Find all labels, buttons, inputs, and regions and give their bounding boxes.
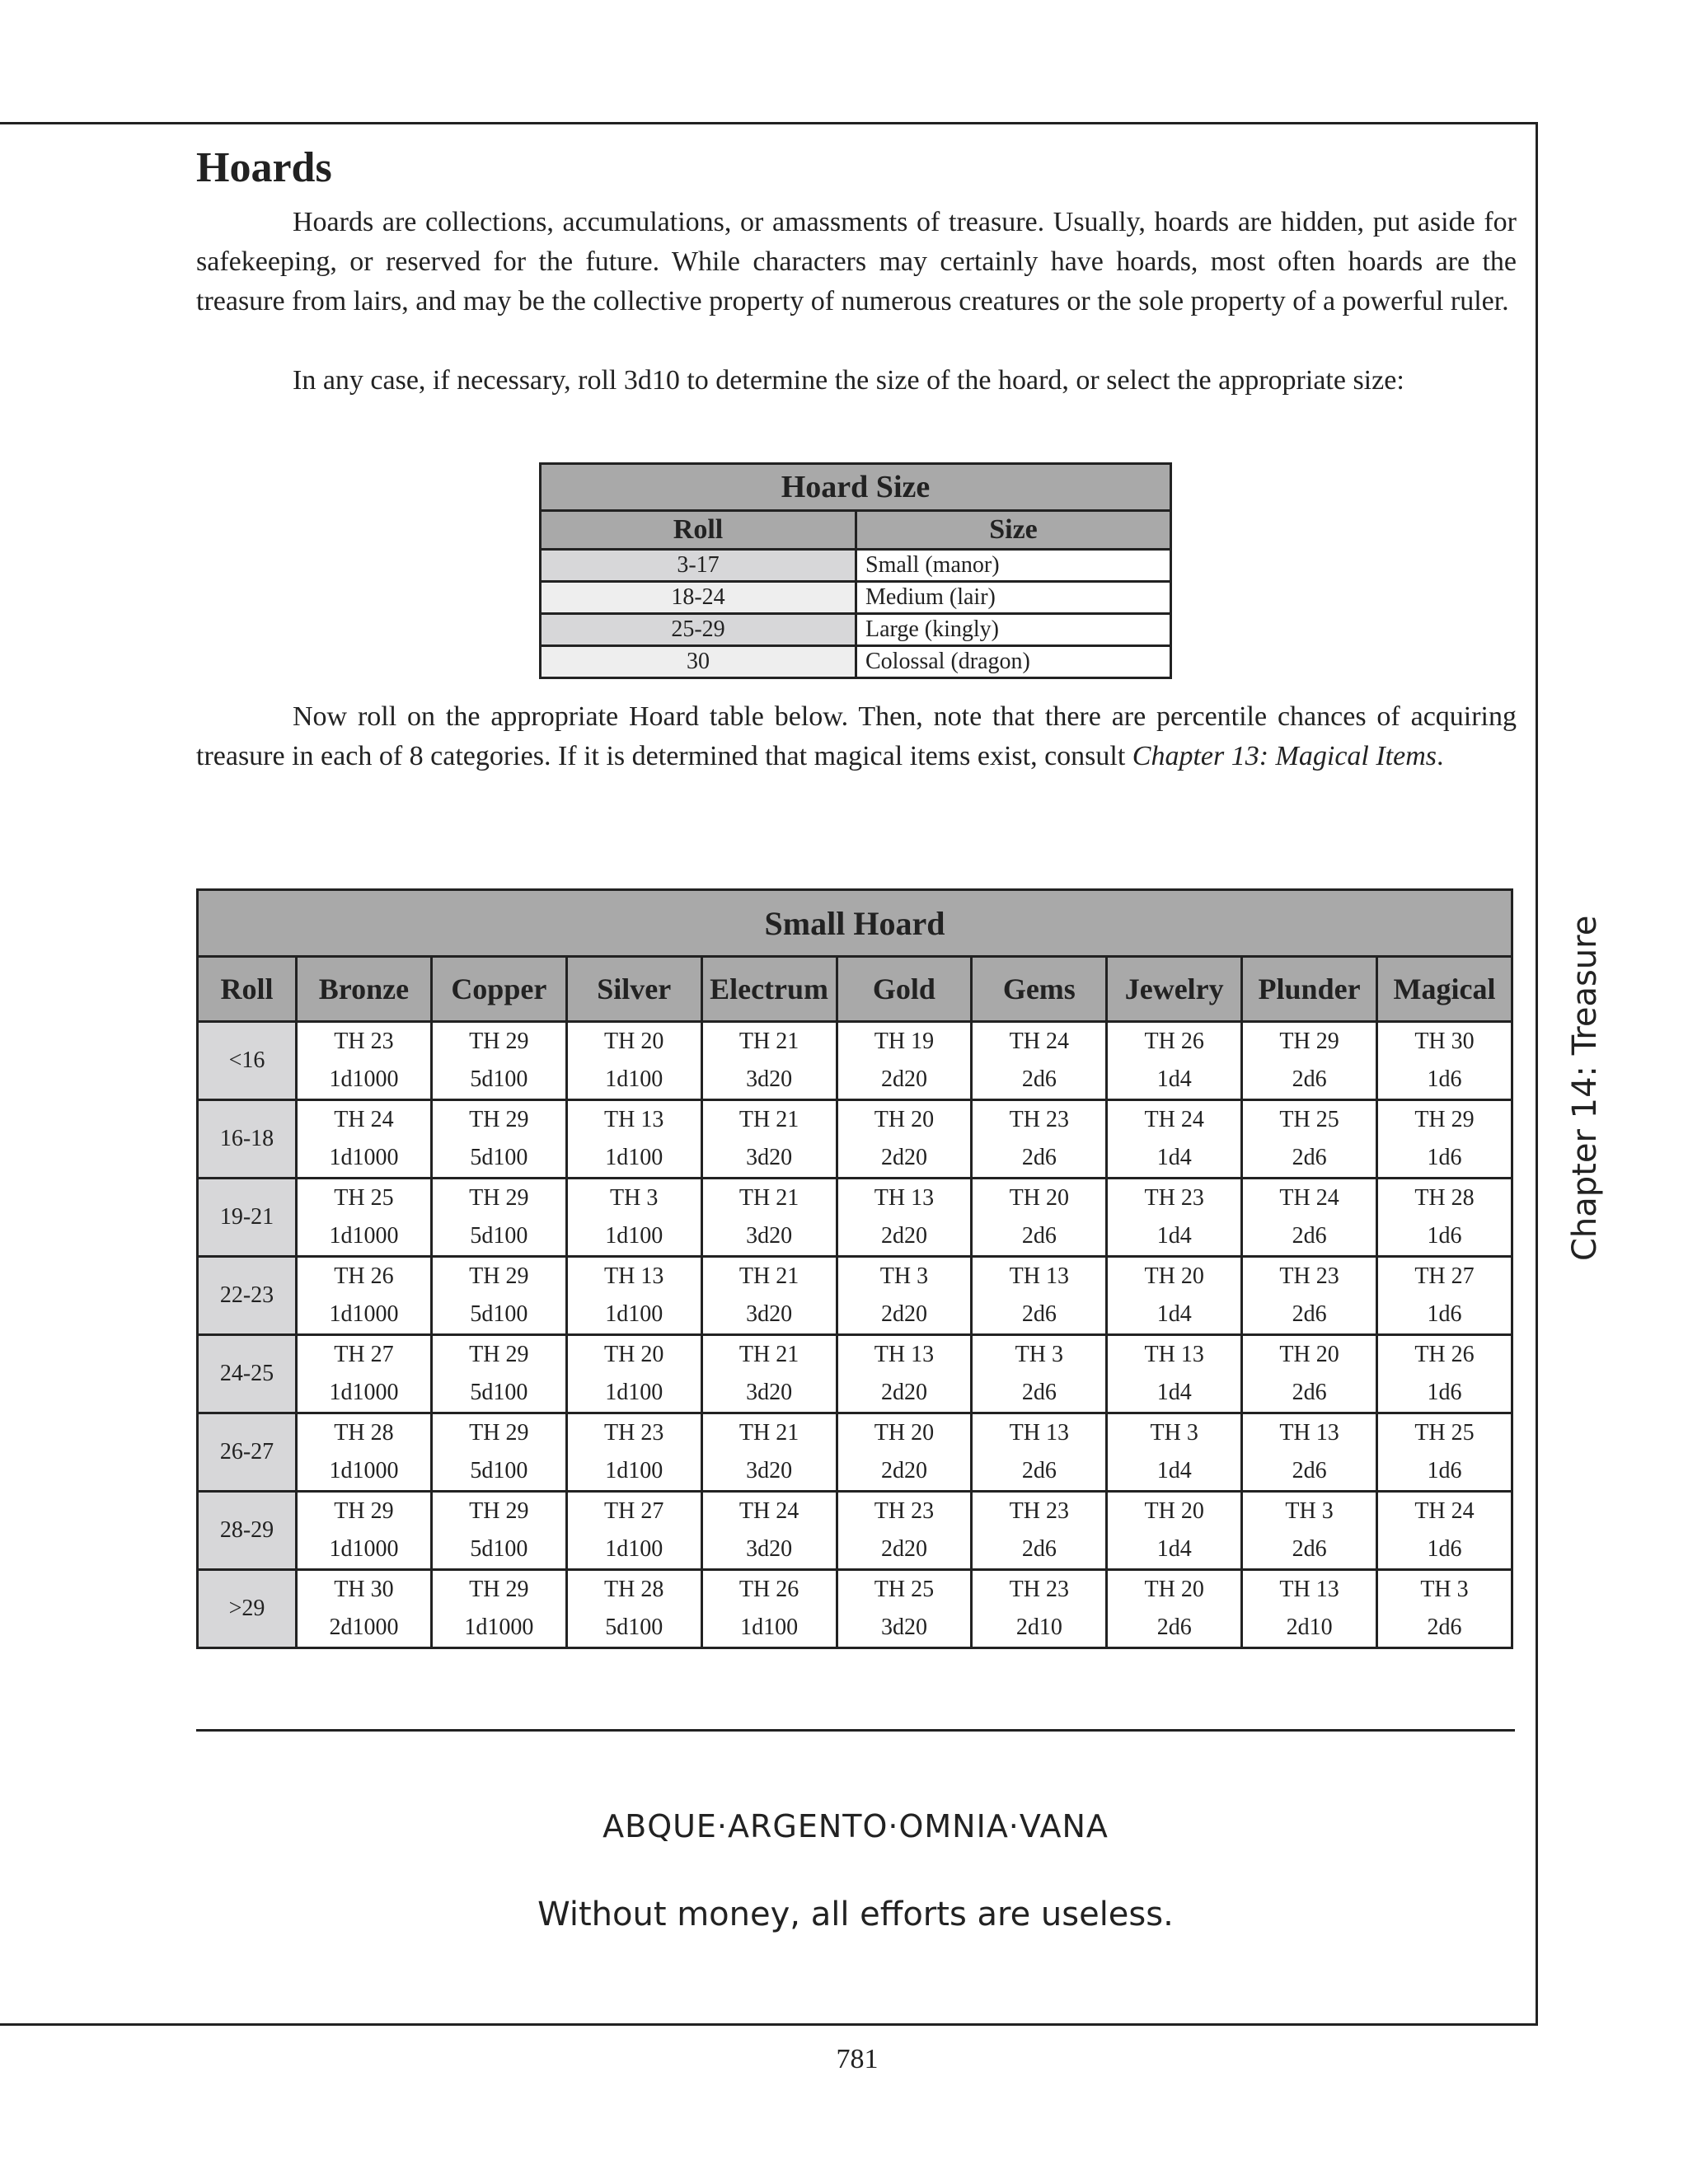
- treasure-cell: [701, 1257, 837, 1335]
- small-hoard-body: [198, 1022, 1512, 1648]
- chance-value: TH 20: [1144, 1498, 1204, 1524]
- hoard-header-plunder: Plunder: [1242, 957, 1377, 1022]
- table-row: [198, 1413, 1512, 1492]
- hoard-size-table: [539, 462, 1172, 679]
- chance-value: TH 21: [738, 1420, 799, 1446]
- dice-value: 2d1000: [329, 1615, 399, 1640]
- chance-value: TH 27: [1414, 1263, 1475, 1289]
- dice-value: 2d6: [1292, 1536, 1327, 1562]
- chance-value: TH 24: [1009, 1029, 1069, 1054]
- dice-value: 3d20: [746, 1223, 793, 1249]
- treasure-cell: [972, 1335, 1107, 1413]
- chance-value: TH 3: [610, 1185, 659, 1211]
- chance-value: TH 23: [1279, 1263, 1339, 1289]
- roll-paragraph-text: In any case, if necessary, roll 3d10 to determine the size of the hoard, or select the appropriate size:: [293, 365, 1404, 396]
- treasure-cell: [1377, 1100, 1512, 1179]
- chance-value: TH 13: [1279, 1577, 1339, 1602]
- roll-cell: 24-25: [198, 1335, 297, 1413]
- dice-value: 5d100: [470, 1536, 528, 1562]
- chance-value: TH 21: [738, 1107, 799, 1132]
- chance-value: TH 21: [738, 1342, 799, 1367]
- dice-value: 1d6: [1427, 1536, 1462, 1562]
- treasure-cell: [431, 1492, 566, 1570]
- hoard-size-header-size: Size: [856, 511, 1171, 550]
- treasure-cell: [837, 1570, 972, 1648]
- chance-value: TH 13: [1009, 1263, 1069, 1289]
- dice-value: 2d20: [880, 1458, 927, 1483]
- dice-value: 3d20: [880, 1615, 927, 1640]
- treasure-cell: [297, 1179, 432, 1257]
- chance-value: TH 20: [874, 1107, 935, 1132]
- chance-value: TH 23: [604, 1420, 664, 1446]
- divider-rule: [196, 1729, 1515, 1732]
- page-number: 781: [836, 2044, 879, 2074]
- dice-value: 5d100: [470, 1458, 528, 1483]
- chance-value: TH 26: [1144, 1029, 1204, 1054]
- chapter-side-label-text: Chapter 14: Treasure: [1566, 915, 1604, 1261]
- treasure-cell: [1107, 1492, 1242, 1570]
- dice-value: 2d20: [880, 1066, 927, 1092]
- treasure-cell: [1242, 1492, 1377, 1570]
- intro-paragraph: [196, 203, 1517, 321]
- treasure-cell: [701, 1570, 837, 1648]
- dice-value: 2d10: [1286, 1615, 1333, 1640]
- dice-value: 2d6: [1021, 1145, 1057, 1170]
- treasure-cell: [1107, 1335, 1242, 1413]
- size-cell: Colossal (dragon): [856, 646, 1171, 678]
- chance-value: TH 20: [1144, 1577, 1204, 1602]
- treasure-cell: [1107, 1100, 1242, 1179]
- treasure-cell: [431, 1179, 566, 1257]
- treasure-cell: [1107, 1413, 1242, 1492]
- dice-value: 2d20: [880, 1145, 927, 1170]
- dice-value: 1d100: [605, 1066, 663, 1092]
- dice-value: 2d6: [1021, 1536, 1057, 1562]
- chance-value: TH 13: [874, 1185, 935, 1211]
- treasure-cell: [431, 1413, 566, 1492]
- dice-value: 3d20: [746, 1536, 793, 1562]
- roll-cell: 28-29: [198, 1492, 297, 1570]
- dice-value: 1d100: [605, 1380, 663, 1405]
- chance-value: TH 20: [1144, 1263, 1204, 1289]
- hoard-header-gems: Gems: [972, 957, 1107, 1022]
- dice-value: 3d20: [746, 1380, 793, 1405]
- dice-value: 1d1000: [329, 1380, 399, 1405]
- treasure-cell: [1377, 1413, 1512, 1492]
- chance-value: TH 21: [738, 1185, 799, 1211]
- treasure-cell: [297, 1335, 432, 1413]
- treasure-cell: [297, 1100, 432, 1179]
- chance-value: TH 23: [1009, 1107, 1069, 1132]
- size-cell: Medium (lair): [856, 582, 1171, 614]
- chance-value: TH 20: [1279, 1342, 1339, 1367]
- table-row: [198, 1100, 1512, 1179]
- dice-value: 1d1000: [329, 1066, 399, 1092]
- dice-value: 1d4: [1156, 1301, 1192, 1327]
- treasure-cell: [837, 1413, 972, 1492]
- chance-value: TH 20: [604, 1342, 664, 1367]
- dice-value: 1d4: [1156, 1380, 1192, 1405]
- chance-value: TH 29: [334, 1498, 394, 1524]
- table-row: [198, 1335, 1512, 1413]
- dice-value: 1d6: [1427, 1145, 1462, 1170]
- dice-value: 1d1000: [329, 1145, 399, 1170]
- treasure-cell: [566, 1570, 701, 1648]
- dice-value: 5d100: [470, 1066, 528, 1092]
- dice-value: 5d100: [470, 1223, 528, 1249]
- treasure-cell: [1242, 1335, 1377, 1413]
- dice-value: 2d6: [1292, 1145, 1327, 1170]
- chance-value: TH 20: [874, 1420, 935, 1446]
- chance-value: TH 26: [334, 1263, 394, 1289]
- chance-value: TH 24: [1144, 1107, 1204, 1132]
- hoard-size-title: Hoard Size: [541, 464, 1171, 511]
- dice-value: 1d100: [605, 1223, 663, 1249]
- chance-value: TH 25: [1279, 1107, 1339, 1132]
- table-row: [198, 1492, 1512, 1570]
- treasure-cell: [566, 1179, 701, 1257]
- chance-value: TH 29: [469, 1498, 529, 1524]
- treasure-cell: [431, 1335, 566, 1413]
- roll-cell: 19-21: [198, 1179, 297, 1257]
- dice-value: 5d100: [470, 1301, 528, 1327]
- dice-value: 3d20: [746, 1066, 793, 1092]
- dice-value: 1d1000: [329, 1536, 399, 1562]
- chance-value: TH 25: [874, 1577, 935, 1602]
- chance-value: TH 29: [1414, 1107, 1475, 1132]
- treasure-cell: [972, 1100, 1107, 1179]
- chance-value: TH 13: [604, 1263, 664, 1289]
- treasure-cell: [566, 1413, 701, 1492]
- dice-value: 2d6: [1021, 1066, 1057, 1092]
- chance-value: TH 24: [334, 1107, 394, 1132]
- treasure-cell: [297, 1570, 432, 1648]
- chance-value: TH 30: [334, 1577, 394, 1602]
- hoard-header-magical: Magical: [1377, 957, 1512, 1022]
- dice-value: 1d6: [1427, 1458, 1462, 1483]
- chance-value: TH 24: [1279, 1185, 1339, 1211]
- chance-value: TH 13: [874, 1342, 935, 1367]
- chance-value: TH 3: [1150, 1420, 1198, 1446]
- chance-value: TH 23: [874, 1498, 935, 1524]
- treasure-cell: [1377, 1257, 1512, 1335]
- roll-cell: 3-17: [541, 550, 856, 582]
- dice-value: 1d6: [1427, 1301, 1462, 1327]
- treasure-cell: [431, 1257, 566, 1335]
- hoard-table-paragraph-text: Now roll on the appropriate Hoard table below. Then, note that there are percentile chances of acquiring treasure in each of 8 categories. If it is determined that magical items exist, consult: [196, 701, 1517, 771]
- treasure-cell: [566, 1335, 701, 1413]
- dice-value: 5d100: [470, 1145, 528, 1170]
- treasure-cell: [431, 1100, 566, 1179]
- dice-value: 2d6: [1292, 1380, 1327, 1405]
- hoard-size-header-roll: Roll: [541, 511, 856, 550]
- dice-value: 3d20: [746, 1458, 793, 1483]
- section-heading: Hoards: [196, 144, 332, 191]
- size-cell: Small (manor): [856, 550, 1171, 582]
- chance-value: TH 3: [1420, 1577, 1469, 1602]
- chance-value: TH 27: [334, 1342, 394, 1367]
- treasure-cell: [972, 1257, 1107, 1335]
- chance-value: TH 25: [334, 1185, 394, 1211]
- table-row: [198, 1022, 1512, 1100]
- table-row: [541, 646, 1171, 678]
- table-row: [541, 582, 1171, 614]
- treasure-cell: [972, 1570, 1107, 1648]
- chance-value: TH 29: [469, 1577, 529, 1602]
- chance-value: TH 23: [1144, 1185, 1204, 1211]
- treasure-cell: [701, 1335, 837, 1413]
- dice-value: 2d20: [880, 1536, 927, 1562]
- chance-value: TH 13: [604, 1107, 664, 1132]
- chance-value: TH 24: [738, 1498, 799, 1524]
- treasure-cell: [297, 1492, 432, 1570]
- treasure-cell: [1107, 1179, 1242, 1257]
- dice-value: 1d100: [740, 1615, 799, 1640]
- dice-value: 2d6: [1427, 1615, 1462, 1640]
- table-row: [198, 1179, 1512, 1257]
- dice-value: 1d100: [605, 1145, 663, 1170]
- small-hoard-table: [196, 888, 1513, 1649]
- hoard-header-electrum: Electrum: [701, 957, 837, 1022]
- treasure-cell: [837, 1257, 972, 1335]
- dice-value: 2d6: [1156, 1615, 1192, 1640]
- small-hoard-header-row: [198, 957, 1512, 1022]
- treasure-cell: [1107, 1257, 1242, 1335]
- treasure-cell: [1242, 1179, 1377, 1257]
- chance-value: TH 26: [738, 1577, 799, 1602]
- chance-value: TH 29: [469, 1029, 529, 1054]
- treasure-cell: [1377, 1492, 1512, 1570]
- chance-value: TH 23: [1009, 1498, 1069, 1524]
- chance-value: TH 26: [1414, 1342, 1475, 1367]
- chance-value: TH 20: [604, 1029, 664, 1054]
- roll-cell: 26-27: [198, 1413, 297, 1492]
- motto-translation: Without money, all efforts are useless.: [537, 1896, 1174, 1933]
- treasure-cell: [1377, 1022, 1512, 1100]
- size-cell: Large (kingly): [856, 614, 1171, 646]
- treasure-cell: [1377, 1570, 1512, 1648]
- chance-value: TH 28: [604, 1577, 664, 1602]
- roll-cell: 16-18: [198, 1100, 297, 1179]
- treasure-cell: [837, 1022, 972, 1100]
- hoard-header-bronze: Bronze: [297, 957, 432, 1022]
- dice-value: 1d6: [1427, 1223, 1462, 1249]
- roll-cell: 25-29: [541, 614, 856, 646]
- dice-value: 1d4: [1156, 1536, 1192, 1562]
- treasure-cell: [701, 1100, 837, 1179]
- chapter-reference: Chapter 13: Magical Items: [1132, 741, 1437, 771]
- roll-cell: >29: [198, 1570, 297, 1648]
- treasure-cell: [972, 1022, 1107, 1100]
- dice-value: 2d6: [1021, 1223, 1057, 1249]
- dice-value: 1d100: [605, 1301, 663, 1327]
- treasure-cell: [566, 1100, 701, 1179]
- treasure-cell: [837, 1100, 972, 1179]
- chance-value: TH 21: [738, 1029, 799, 1054]
- dice-value: 1d100: [605, 1458, 663, 1483]
- treasure-cell: [701, 1492, 837, 1570]
- treasure-cell: [297, 1022, 432, 1100]
- treasure-cell: [1242, 1570, 1377, 1648]
- chance-value: TH 28: [334, 1420, 394, 1446]
- hoard-table-paragraph: [196, 697, 1517, 776]
- dice-value: 1d6: [1427, 1066, 1462, 1092]
- treasure-cell: [972, 1413, 1107, 1492]
- dice-value: 5d100: [470, 1380, 528, 1405]
- dice-value: 1d4: [1156, 1458, 1192, 1483]
- chance-value: TH 21: [738, 1263, 799, 1289]
- hoard-header-jewelry: Jewelry: [1107, 957, 1242, 1022]
- dice-value: 3d20: [746, 1301, 793, 1327]
- treasure-cell: [566, 1492, 701, 1570]
- table-row: [541, 614, 1171, 646]
- roll-cell: 30: [541, 646, 856, 678]
- dice-value: 2d20: [880, 1223, 927, 1249]
- treasure-cell: [297, 1257, 432, 1335]
- chance-value: TH 28: [1414, 1185, 1475, 1211]
- dice-value: 2d6: [1292, 1223, 1327, 1249]
- treasure-cell: [1107, 1022, 1242, 1100]
- treasure-cell: [701, 1022, 837, 1100]
- hoard-header-copper: Copper: [431, 957, 566, 1022]
- intro-paragraph-text: Hoards are collections, accumulations, or amassments of treasure. Usually, hoards are hidden, put aside for safekeeping, or reserved for the future. While characters may certainly have hoards, most often hoards are the treasure from lairs, and may be the collective property of numerous creatures or the sole property of a powerful ruler.: [196, 207, 1517, 316]
- chance-value: TH 25: [1414, 1420, 1475, 1446]
- chance-value: TH 29: [469, 1107, 529, 1132]
- roll-paragraph: [196, 361, 1517, 401]
- chance-value: TH 29: [469, 1185, 529, 1211]
- treasure-cell: [1377, 1335, 1512, 1413]
- dice-value: 1d100: [605, 1536, 663, 1562]
- table-row: [198, 1257, 1512, 1335]
- treasure-cell: [837, 1492, 972, 1570]
- treasure-cell: [297, 1413, 432, 1492]
- treasure-cell: [972, 1492, 1107, 1570]
- dice-value: 3d20: [746, 1145, 793, 1170]
- chance-value: TH 29: [1279, 1029, 1339, 1054]
- chance-value: TH 19: [874, 1029, 935, 1054]
- treasure-cell: [972, 1179, 1107, 1257]
- chance-value: TH 3: [1285, 1498, 1334, 1524]
- chance-value: TH 3: [1015, 1342, 1063, 1367]
- treasure-cell: [837, 1335, 972, 1413]
- dice-value: 2d6: [1021, 1380, 1057, 1405]
- small-hoard-title: Small Hoard: [198, 890, 1512, 957]
- dice-value: 2d6: [1021, 1458, 1057, 1483]
- hoard-header-roll: Roll: [198, 957, 297, 1022]
- treasure-cell: [701, 1413, 837, 1492]
- treasure-cell: [566, 1257, 701, 1335]
- treasure-cell: [431, 1022, 566, 1100]
- chance-value: TH 29: [469, 1420, 529, 1446]
- dice-value: 1d1000: [329, 1223, 399, 1249]
- chance-value: TH 29: [469, 1263, 529, 1289]
- dice-value: 2d6: [1292, 1458, 1327, 1483]
- chance-value: TH 23: [1009, 1577, 1069, 1602]
- dice-value: 1d1000: [329, 1458, 399, 1483]
- chance-value: TH 3: [879, 1263, 929, 1289]
- dice-value: 2d10: [1015, 1615, 1062, 1640]
- table-row: [198, 1570, 1512, 1648]
- hoard-header-gold: Gold: [837, 957, 972, 1022]
- treasure-cell: [566, 1022, 701, 1100]
- dice-value: 1d4: [1156, 1066, 1192, 1092]
- dice-value: 2d6: [1292, 1066, 1327, 1092]
- motto-latin: ABQUE·ARGENTO·OMNIA·VANA: [603, 1808, 1109, 1844]
- chance-value: TH 13: [1144, 1342, 1204, 1367]
- dice-value: 1d4: [1156, 1145, 1192, 1170]
- roll-cell: 18-24: [541, 582, 856, 614]
- treasure-cell: [1242, 1022, 1377, 1100]
- chance-value: TH 27: [604, 1498, 664, 1524]
- dice-value: 1d4: [1156, 1223, 1192, 1249]
- dice-value: 2d20: [880, 1301, 927, 1327]
- chance-value: TH 13: [1009, 1420, 1069, 1446]
- dice-value: 1d1000: [329, 1301, 399, 1327]
- dice-value: 1d1000: [464, 1615, 534, 1640]
- roll-cell: <16: [198, 1022, 297, 1100]
- treasure-cell: [1242, 1413, 1377, 1492]
- dice-value: 2d20: [880, 1380, 927, 1405]
- chance-value: TH 20: [1009, 1185, 1069, 1211]
- paragraph-end: .: [1437, 741, 1444, 771]
- dice-value: 1d6: [1427, 1380, 1462, 1405]
- treasure-cell: [1242, 1100, 1377, 1179]
- dice-value: 2d6: [1292, 1301, 1327, 1327]
- hoard-header-silver: Silver: [566, 957, 701, 1022]
- chance-value: TH 29: [469, 1342, 529, 1367]
- table-row: [541, 550, 1171, 582]
- roll-cell: 22-23: [198, 1257, 297, 1335]
- treasure-cell: [837, 1179, 972, 1257]
- dice-value: 5d100: [605, 1615, 663, 1640]
- treasure-cell: [431, 1570, 566, 1648]
- chance-value: TH 30: [1414, 1029, 1475, 1054]
- treasure-cell: [1377, 1179, 1512, 1257]
- treasure-cell: [1242, 1257, 1377, 1335]
- chance-value: TH 24: [1414, 1498, 1475, 1524]
- dice-value: 2d6: [1021, 1301, 1057, 1327]
- chance-value: TH 13: [1279, 1420, 1339, 1446]
- treasure-cell: [701, 1179, 837, 1257]
- chance-value: TH 23: [334, 1029, 394, 1054]
- treasure-cell: [1107, 1570, 1242, 1648]
